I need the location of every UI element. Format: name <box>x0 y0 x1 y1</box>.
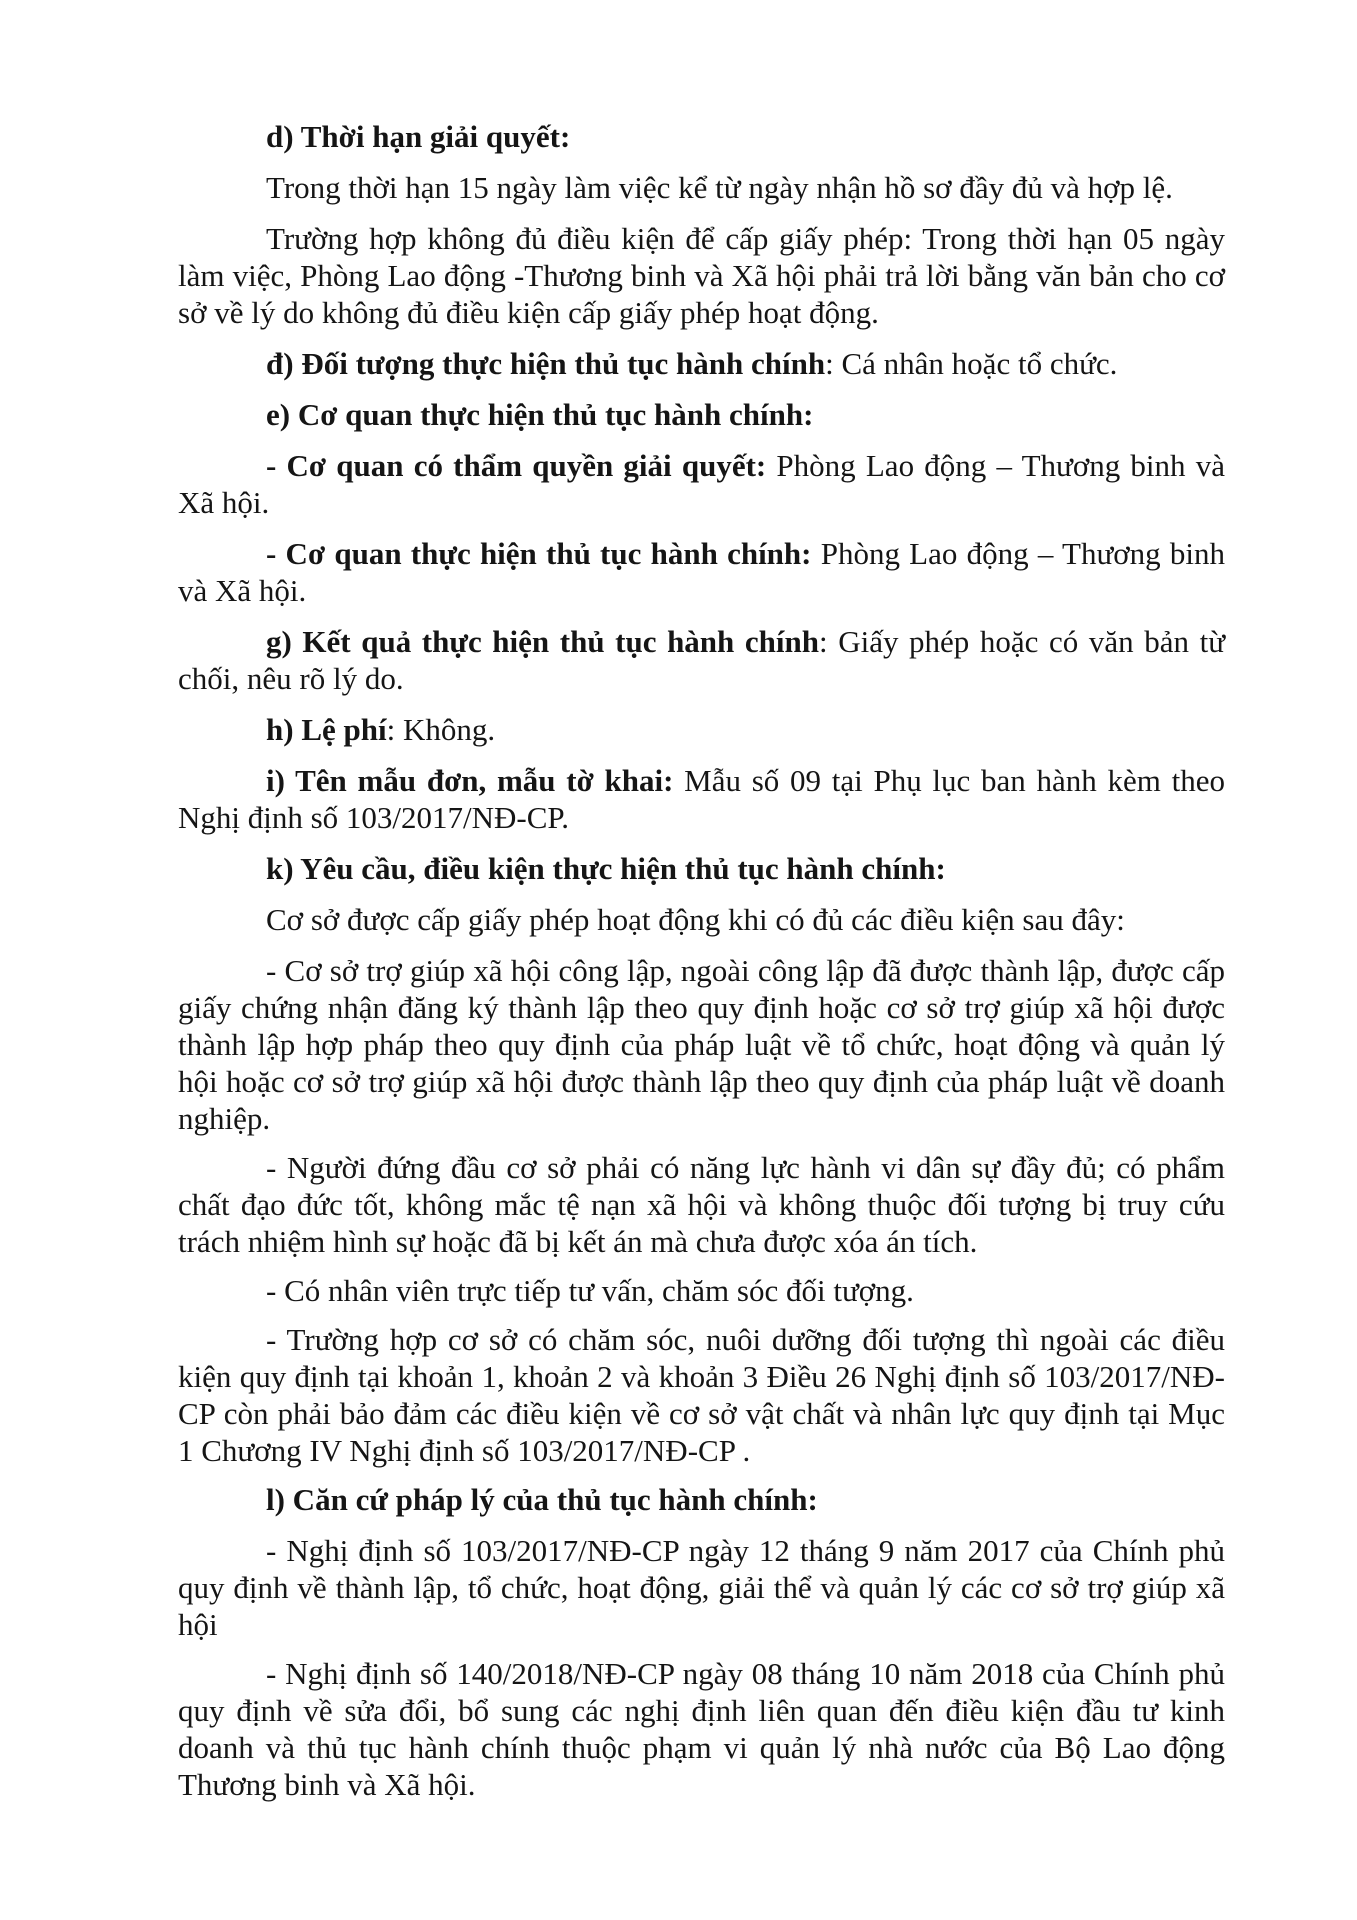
section-l-heading: l) Căn cứ pháp lý của thủ tục hành chính: <box>266 1482 818 1517</box>
section-k-item: - Trường hợp cơ sở có chăm sóc, nuôi dưỡng đối tượng thì ngoài các điều kiện quy định tại khoản 1, khoản 2 và khoản 3 Điều 26 Nghị định số 103/2017/NĐ-CP còn phải bảo đảm các điều kiện về cơ sở vật chất và nhân lực quy định tại Mục 1 Chương IV Nghị định số 103/2017/NĐ-CP . <box>178 1322 1225 1468</box>
section-i-paragraph <box>178 762 1225 836</box>
section-k-intro: Cơ sở được cấp giấy phép hoạt động khi có đủ các điều kiện sau đây: <box>266 902 1125 937</box>
section-dd-paragraph <box>178 345 1225 382</box>
section-h-label: h) Lệ phí <box>266 712 387 747</box>
section-k-item: - Cơ sở trợ giúp xã hội công lập, ngoài công lập đã được thành lập, được cấp giấy chứng nhận đăng ký thành lập theo quy định hoặc cơ sở trợ giúp xã hội được thành lập hợp pháp theo quy định của pháp luật về tổ chức, hoạt động và quản lý hội hoặc cơ sở trợ giúp xã hội được thành lập theo quy định của pháp luật về doanh nghiệp. <box>178 953 1225 1136</box>
section-d-heading: d) Thời hạn giải quyết: <box>266 119 571 154</box>
section-g-label: g) Kết quả thực hiện thủ tục hành chính <box>266 624 819 659</box>
section-dd-label: đ) Đối tượng thực hiện thủ tục hành chính <box>266 346 826 381</box>
section-e-item-1-label: - Cơ quan có thẩm quyền giải quyết: <box>266 448 767 483</box>
section-dd-text: : Cá nhân hoặc tổ chức. <box>825 346 1118 381</box>
section-g-text: : Giấy phép hoặc có văn bản từ chối, nêu rõ lý do. <box>178 624 1225 696</box>
section-e-item-2-text: Phòng Lao động – Thương binh và Xã hội. <box>178 536 1225 608</box>
section-k-item: - Có nhân viên trực tiếp tư vấn, chăm sóc đối tượng. <box>266 1273 914 1308</box>
section-h-paragraph <box>178 711 1225 748</box>
section-k-heading: k) Yêu cầu, điều kiện thực hiện thủ tục hành chính: <box>266 851 946 886</box>
section-h-text: : Không. <box>386 712 496 747</box>
section-i-label: i) Tên mẫu đơn, mẫu tờ khai: <box>266 763 674 798</box>
section-i-text: Mẫu số 09 tại Phụ lục ban hành kèm theo Nghị định số 103/2017/NĐ-CP. <box>178 763 1226 835</box>
section-e-item-2-label: - Cơ quan thực hiện thủ tục hành chính: <box>266 536 812 571</box>
section-d-paragraph-2: Trường hợp không đủ điều kiện để cấp giấy phép: Trong thời hạn 05 ngày làm việc, Phòng Lao động -Thương binh và Xã hội phải trả lời bằng văn bản cho cơ sở về lý do không đủ điều kiện cấp giấy phép hoạt động. <box>178 221 1225 330</box>
section-e-heading: e) Cơ quan thực hiện thủ tục hành chính: <box>266 397 814 432</box>
section-e-item-1 <box>178 447 1225 521</box>
section-e-item-1-text: Phòng Lao động – Thương binh và Xã hội. <box>178 448 1225 520</box>
section-k-item: - Người đứng đầu cơ sở phải có năng lực hành vi dân sự đầy đủ; có phẩm chất đạo đức tốt, không mắc tệ nạn xã hội và không thuộc đối tượng bị truy cứu trách nhiệm hình sự hoặc đã bị kết án mà chưa được xóa án tích. <box>178 1150 1225 1259</box>
section-l-item: - Nghị định số 140/2018/NĐ-CP ngày 08 tháng 10 năm 2018 của Chính phủ quy định về sửa đổi, bổ sung các nghị định liên quan đến điều kiện đầu tư kinh doanh và thủ tục hành chính thuộc phạm vi quản lý nhà nước của Bộ Lao động Thương binh và Xã hội. <box>178 1656 1225 1802</box>
section-g-paragraph <box>178 623 1225 697</box>
section-e-item-2 <box>178 535 1225 609</box>
section-l-item: - Nghị định số 103/2017/NĐ-CP ngày 12 tháng 9 năm 2017 của Chính phủ quy định về thành lập, tổ chức, hoạt động, giải thể và quản lý các cơ sở trợ giúp xã hội <box>178 1533 1225 1642</box>
document-page <box>178 118 1225 1815</box>
section-d-paragraph-1: Trong thời hạn 15 ngày làm việc kể từ ngày nhận hồ sơ đầy đủ và hợp lệ. <box>266 170 1173 205</box>
